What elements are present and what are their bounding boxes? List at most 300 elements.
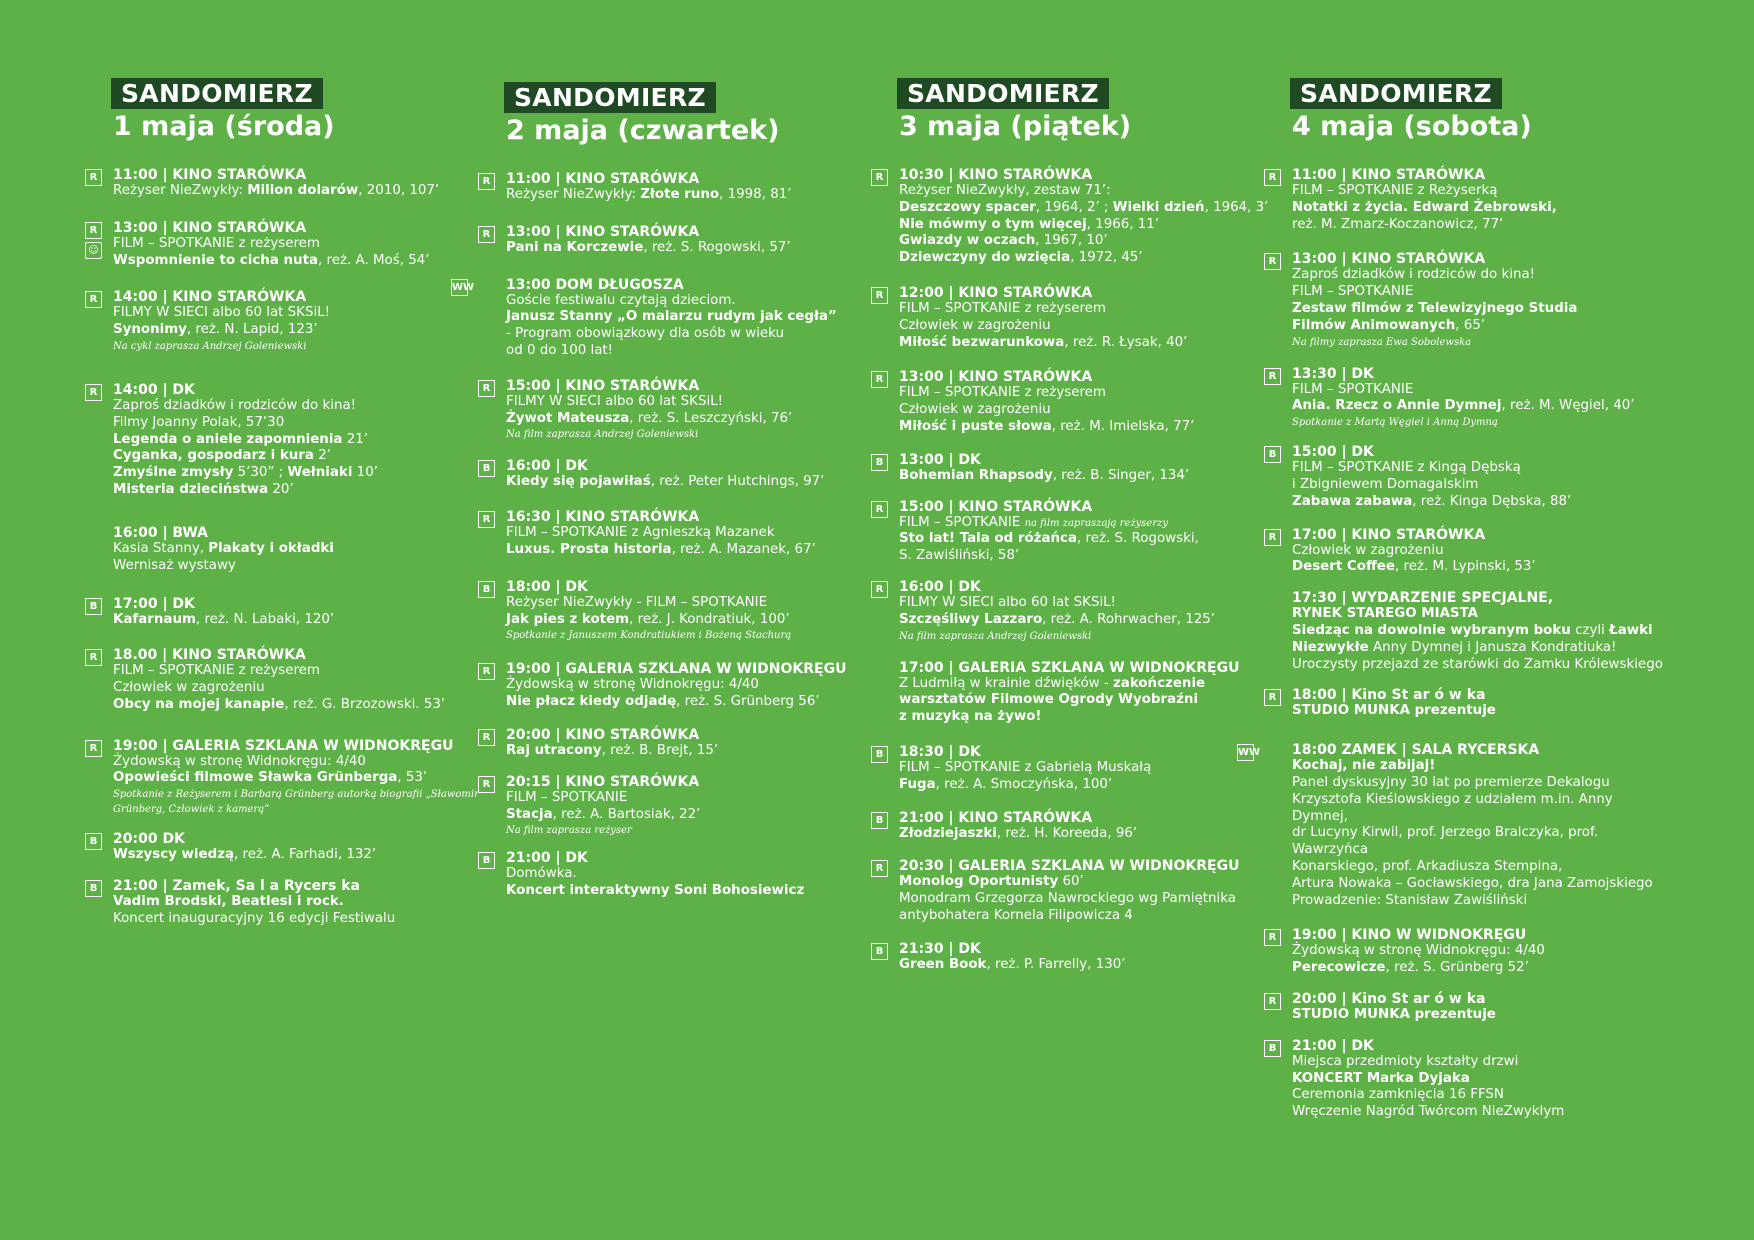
event-text: FILM – SPOTKANIE z Gabrielą Muskałą (899, 759, 1152, 775)
venue-b-icon: B (871, 943, 888, 960)
venue-r-icon: R (85, 291, 102, 308)
film-title: Wszyscy wiedzą (113, 847, 235, 863)
event-item (482, 578, 881, 644)
event-line (1292, 657, 1667, 674)
venue-r-icon: R (85, 740, 102, 757)
film-title: Stacja (506, 806, 553, 822)
day-column-1 (88, 78, 488, 928)
event-time-venue: 14:00 | KINO STARÓWKA (113, 289, 307, 306)
event-line (1292, 606, 1667, 623)
event-text: , reż. G. Brzozowski. 53’ (284, 696, 446, 712)
event-line (506, 187, 881, 204)
venue-r-icon: R (478, 173, 495, 190)
film-title: Dziewczyny do wzięcia (899, 250, 1071, 266)
event-time-venue: 20:15 | KINO STARÓWKA (506, 773, 700, 790)
film-title: Legenda o aniele zapomnienia (113, 431, 343, 447)
venue-ww-icon: WW (451, 279, 468, 296)
event-item (1268, 990, 1667, 1024)
event-item (875, 498, 1274, 565)
film-title: Sto lat! Tala od różańca (899, 531, 1078, 547)
venue-b-icon: B (1264, 1040, 1281, 1057)
event-text: FILMY W SIECI albo 60 lat SKSiL! (506, 393, 723, 409)
film-title: STUDIO MUNKA prezentuje (1292, 703, 1496, 719)
event-time-venue: 20:30 | GALERIA SZKLANA W WIDNOKRĘGU (899, 858, 1240, 875)
event-text: FILM – SPOTKANIE (1292, 284, 1414, 300)
film-title: Żywot Mateusza (506, 410, 630, 426)
event-time-venue: 18.00 | KINO STARÓWKA (113, 647, 306, 664)
event-line (506, 595, 881, 612)
event-time-venue: 15:00 | DK (1292, 444, 1374, 461)
venue-b-icon: B (478, 852, 495, 869)
event-line (1292, 640, 1667, 657)
event-line (1292, 382, 1667, 399)
event-line (899, 709, 1274, 726)
event-line (1292, 893, 1667, 910)
event-item (482, 223, 881, 257)
event-line (1292, 876, 1667, 893)
event-line (113, 847, 488, 864)
event-line (506, 240, 881, 257)
event-item (89, 831, 488, 864)
film-title: Siedząc na dowolnie wybranym boku (1292, 622, 1571, 638)
film-title: STUDIO MUNKA prezentuje (1292, 1006, 1496, 1022)
event-line (899, 874, 1274, 891)
event-text: FILM – SPOTKANIE z reżyserem (113, 235, 320, 251)
venue-r-icon: R (478, 226, 495, 243)
event-time-venue: 13:00 DOM DŁUGOSZA (506, 276, 684, 293)
event-text: Człowiek w zagrożeniu (899, 317, 1051, 333)
event-list (1238, 167, 1667, 1121)
event-list (875, 167, 1274, 974)
film-title: Perecowicze (1292, 960, 1386, 976)
event-time-venue: 16:30 | KINO STARÓWKA (506, 509, 700, 526)
event-line (506, 677, 881, 694)
venue-b-icon: B (85, 833, 102, 850)
event-text: FILM – SPOTKANIE z reżyserem (899, 385, 1106, 401)
venue-r-icon: R (1264, 368, 1281, 385)
event-item (875, 284, 1274, 351)
event-line (506, 394, 881, 411)
city-label: SANDOMIERZ (897, 78, 1109, 109)
event-text: Żydowską w stronę Widnokręgu: 4/40 (1292, 943, 1545, 959)
film-title: Green Book (899, 956, 987, 972)
event-time-venue: 13:00 | KINO STARÓWKA (899, 369, 1093, 386)
event-text: antybohatera Kornela Filipowicza 4 (899, 907, 1133, 923)
venue-b-icon: B (478, 460, 495, 477)
film-title: Obcy na mojej kanapie (113, 696, 285, 712)
event-text: Człowiek w zagrożeniu (113, 679, 265, 695)
event-item (89, 647, 488, 713)
event-line (899, 468, 1274, 485)
event-line (899, 301, 1274, 318)
event-text: , 1998, 81’ (719, 187, 792, 202)
event-time-venue: 16:00 | DK (899, 578, 981, 595)
event-line (899, 760, 1274, 777)
day-date-heading: 2 maja (czwartek) (506, 115, 780, 146)
event-text: Anny Dymnej i Janusza Kondratiuka! (1368, 639, 1617, 655)
event-text: , reż. M. Węgiel, 40’ (1501, 398, 1635, 414)
event-note: Spotkanie z Martą Węgiel i Anną Dymną (1292, 417, 1498, 429)
film-title: Luxus. Prosta historia (506, 541, 672, 557)
event-line (1292, 1054, 1667, 1071)
event-text: i Zbigniewem Domagalskim (1292, 476, 1479, 492)
venue-ww-icon: WW (1237, 744, 1254, 761)
venue-r-icon: R (85, 649, 102, 666)
event-text: Zaproś dziadków i rodziców do kina! (1292, 267, 1536, 283)
film-title: KONCERT Marka Dyjaka (1292, 1070, 1470, 1086)
event-note: Na film zaprasza reżyser (506, 825, 632, 837)
city-label: SANDOMIERZ (111, 78, 323, 109)
event-time-venue: 16:00 | DK (506, 458, 588, 475)
film-title: Nie płacz kiedy odjadę (506, 694, 677, 710)
venue-r-icon: R (478, 663, 495, 680)
film-title: Plakaty i okładki (208, 540, 334, 556)
venue-r-icon: R (871, 581, 888, 598)
film-title: Kiedy się pojawiłaś (506, 474, 651, 490)
event-line (1292, 398, 1667, 415)
event-line (506, 807, 881, 824)
venue-b-icon: B (85, 598, 102, 615)
event-line (899, 548, 1274, 565)
event-text: czyli (1570, 622, 1610, 638)
film-title: Kafarnaum (113, 612, 196, 628)
event-time-venue: 13:30 | DK (1292, 365, 1374, 382)
event-time-venue: 20:00 | Kino St ar ó w ka (1292, 990, 1486, 1007)
event-text: , reż. R. Łysak, 40’ (1064, 334, 1188, 350)
event-text: , 2010, 107’ (358, 183, 440, 198)
event-text: , reż. Peter Hutchings, 97’ (650, 474, 825, 490)
event-item (1268, 927, 1667, 977)
event-text: Artura Nowaka – Gocławskiego, dra Jana Zamojskiego (1292, 875, 1653, 891)
event-item (482, 377, 881, 443)
event-line (1292, 559, 1667, 576)
film-title: Raj utracony (506, 742, 602, 758)
event-time-venue: 13:00 | KINO STARÓWKA (506, 223, 700, 240)
event-time-venue: 18:00 | DK (506, 578, 588, 595)
event-line (899, 385, 1274, 402)
event-item (875, 743, 1274, 794)
film-title: Ania. Rzecz o Annie Dymnej (1292, 398, 1502, 414)
event-line (899, 335, 1274, 352)
event-text: , 65’ (1455, 317, 1486, 333)
event-line (899, 957, 1274, 974)
city-label: SANDOMIERZ (504, 82, 716, 113)
event-text: FILM – SPOTKANIE z Agnieszką Mazanek (506, 525, 775, 541)
event-text: Reżyser NieZwykły, zestaw 71’: (899, 183, 1111, 198)
event-line (1292, 859, 1667, 876)
event-text: Człowiek w zagrożeniu (1292, 542, 1444, 558)
film-title: Vadim Brodski, Beatlesi i rock. (113, 893, 344, 909)
event-text: FILM – SPOTKANIE (506, 789, 628, 805)
event-time-venue: 17:00 | KINO STARÓWKA (1292, 526, 1486, 543)
event-item (482, 171, 881, 204)
event-line (1292, 543, 1667, 560)
event-text: Monodram Grzegorza Nawrockiego wg Pamiętnika (899, 891, 1236, 907)
event-line (113, 697, 488, 714)
film-title: Synonimy (113, 322, 187, 338)
event-text: , reż. P. Farrelly, 130’ (986, 956, 1126, 972)
event-line (899, 515, 1274, 532)
event-line (1292, 284, 1667, 301)
event-note: Na film zaprasza Andrzej Goleniewski (506, 429, 699, 441)
event-line (113, 305, 488, 322)
event-text: , reż. A. Farhadi, 132’ (234, 847, 377, 863)
venue-r-icon: R (871, 287, 888, 304)
venue-b-icon: B (871, 746, 888, 763)
event-time-venue: 16:00 | BWA (113, 524, 208, 541)
event-time-venue: 12:00 | KINO STARÓWKA (899, 284, 1093, 301)
film-title: Złodziejaszki (899, 825, 997, 841)
event-text: , 1964, 3’ (1204, 199, 1269, 215)
event-line (899, 200, 1274, 217)
event-time-venue: 11:00 | KINO STARÓWKA (113, 167, 307, 183)
event-time-venue: 15:00 | KINO STARÓWKA (899, 498, 1093, 515)
event-item (113, 525, 488, 575)
event-line (1292, 943, 1667, 960)
event-text: Panel dyskusyjny 30 lat po premierze Dekalogu (1292, 774, 1610, 790)
event-line (113, 448, 488, 465)
event-text: od 0 do 100 lat! (506, 342, 614, 358)
event-item (482, 773, 881, 839)
event-text: Żydowską w stronę Widnokręgu: 4/40 (113, 753, 366, 769)
event-text: 21’ (342, 431, 369, 447)
venue-r-icon: R (85, 169, 102, 186)
event-item (89, 289, 488, 354)
event-line (506, 343, 881, 360)
event-item (1238, 742, 1667, 909)
event-line (506, 411, 881, 428)
event-text: FILMY W SIECI albo 60 lat SKSiL! (113, 305, 330, 321)
event-time-venue: 19:00 | GALERIA SZKLANA W WIDNOKRĘGU (506, 661, 847, 678)
event-text: FILM – SPOTKANIE (1292, 381, 1414, 397)
event-item (482, 661, 881, 711)
event-text: Koncert inauguracyjny 16 edycji Festiwalu (113, 910, 396, 926)
event-text: Kasia Stanny, (113, 540, 209, 556)
event-text: dr Lucyny Kirwil, prof. Jerzego Bralczyka, prof. Wawrzyńca (1292, 825, 1598, 858)
event-line (506, 474, 881, 491)
event-line (113, 663, 488, 680)
event-text: 10’ (352, 465, 378, 481)
event-line (506, 293, 881, 310)
event-line (899, 233, 1274, 250)
event-text: Wręczenie Nagród Twórcom NieZwykłym (1292, 1104, 1565, 1120)
event-text: FILM – SPOTKANIE (899, 514, 1025, 530)
event-item (875, 578, 1274, 644)
film-title: Ławki (1609, 622, 1653, 638)
event-line (1292, 217, 1667, 234)
event-item (875, 167, 1274, 267)
event-line (113, 680, 488, 697)
film-title: Zestaw filmów z Telewizyjnego Studia (1292, 300, 1578, 316)
event-item (452, 276, 881, 360)
event-line (113, 415, 488, 432)
event-text: , 1966, 11’ (1086, 216, 1160, 232)
film-title: Nie mówmy o tym więcej (899, 216, 1087, 232)
event-text: Miejsca przedmioty kształty drzwi (1292, 1053, 1519, 1069)
event-note: Na cykl zaprasza Andrzej Goleniewski (113, 340, 307, 352)
event-item (1268, 687, 1667, 720)
event-time-venue: 19:00 | GALERIA SZKLANA W WIDNOKRĘGU (113, 737, 454, 754)
event-text: Uroczysty przejazd ze starówki do Zamku Królewskiego (1292, 656, 1663, 672)
event-line (506, 883, 881, 900)
event-text: Wernisaż wystawy (113, 557, 236, 573)
event-list (452, 171, 881, 900)
event-time-venue: 10:30 | KINO STARÓWKA (899, 167, 1093, 183)
event-time-venue: 21:30 | DK (899, 940, 981, 957)
venue-r-icon: R (85, 222, 102, 239)
event-line (113, 432, 488, 449)
event-time-venue: 18:00 | Kino St ar ó w ka (1292, 687, 1486, 704)
event-line (506, 326, 881, 343)
event-text: , reż. S. Rogowski, 57’ (643, 239, 791, 255)
venue-b-icon: B (871, 454, 888, 471)
event-line (506, 866, 881, 883)
venue-r-icon: R (871, 169, 888, 186)
event-text: , reż. M. Lypinski, 53’ (1394, 559, 1536, 575)
day-date-heading: 3 maja (piątek) (899, 111, 1132, 142)
event-item (875, 809, 1274, 843)
event-line (113, 541, 488, 558)
event-line (1292, 960, 1667, 977)
day-column-2 (452, 82, 881, 900)
event-text: , 1972, 45’ (1070, 250, 1143, 266)
event-line (1292, 1104, 1667, 1121)
event-text: , reż. A. Bartosiak, 22’ (552, 806, 701, 822)
event-item (1268, 526, 1667, 577)
event-text: Filmy Joanny Polak, 57’30 (113, 414, 285, 430)
venue-b-icon: B (871, 812, 888, 829)
event-item (1268, 251, 1667, 349)
event-line (1292, 775, 1667, 792)
film-title: Bohemian Rhapsody (899, 467, 1053, 483)
event-line (506, 542, 881, 559)
smile-icon: ☺ (85, 242, 102, 259)
event-text: , reż. A. Smoczyńska, 100’ (935, 776, 1113, 792)
event-text: Reżyser NieZwykły: (506, 187, 641, 202)
event-time-venue: 21:00 | Zamek, Sa l a Rycers ka (113, 877, 360, 894)
event-line (1292, 460, 1667, 477)
event-item (899, 660, 1274, 726)
event-line (506, 309, 881, 326)
event-time-venue: 21:00 | DK (506, 850, 588, 867)
event-text: , reż. A. Rohrwacher, 125’ (1042, 611, 1216, 627)
venue-r-icon: R (1264, 169, 1281, 186)
event-text: Ceremonia zamknięcia 16 FFSN (1292, 1087, 1504, 1103)
event-line (899, 676, 1274, 693)
event-line (1292, 494, 1667, 511)
event-line (899, 692, 1274, 709)
film-title: RYNEK STAREGO MIASTA (1292, 606, 1479, 622)
event-text: - Program obowiązkowy dla osób w wieku (506, 326, 784, 342)
event-line (1292, 477, 1667, 494)
event-text: FILM – SPOTKANIE z Kingą Dębską (1292, 460, 1521, 476)
event-time-venue: 21:00 | KINO STARÓWKA (899, 809, 1093, 826)
film-title: Zmyślne zmysły (113, 465, 234, 481)
event-text: Człowiek w zagrożeniu (899, 402, 1051, 418)
event-time-venue: 19:00 | KINO W WIDNOKRĘGU (1292, 927, 1527, 944)
event-line (899, 402, 1274, 419)
film-title: z muzyką na żywo! (899, 709, 1042, 725)
event-text: , 53’ (397, 770, 428, 786)
event-time-venue: 20:00 | KINO STARÓWKA (506, 726, 700, 743)
event-item (1268, 365, 1667, 431)
venue-b-icon: B (85, 880, 102, 897)
event-text: 60’ (1058, 874, 1084, 890)
film-title: Janusz Stanny „O malarzu rudym jak cegła” (506, 309, 837, 325)
film-title: Milion dolarów (247, 183, 359, 198)
event-line (506, 743, 881, 760)
event-line (113, 911, 488, 928)
event-line (1292, 183, 1667, 200)
event-text: , 1964, 2’ ; (1035, 199, 1113, 215)
event-text: FILMY W SIECI albo 60 lat SKSiL! (899, 594, 1116, 610)
event-text: , reż. A. Moś, 54’ (318, 252, 430, 268)
film-title: Miłość i puste słowa (899, 418, 1052, 434)
venue-r-icon: R (871, 860, 888, 877)
film-title: Monolog Oportunisty (899, 874, 1059, 890)
event-time-venue: 17:30 | WYDARZENIE SPECJALNE, (1292, 590, 1554, 607)
event-line (1292, 758, 1667, 775)
film-title: Zabawa zabawa (1292, 493, 1413, 509)
event-item (875, 940, 1274, 974)
film-title: Desert Coffee (1292, 559, 1395, 575)
event-item (89, 877, 488, 928)
event-item (875, 858, 1274, 924)
event-text: 5’30” ; (233, 465, 288, 481)
event-time-venue: 21:00 | DK (1292, 1037, 1374, 1054)
event-time-venue: 18:00 ZAMEK | SALA RYCERSKA (1292, 742, 1540, 759)
event-item (875, 369, 1274, 435)
event-text: Konarskiego, prof. Arkadiusza Stempina, (1292, 858, 1563, 874)
event-line (1292, 1087, 1667, 1104)
venue-b-icon: B (478, 581, 495, 598)
event-line (113, 754, 488, 771)
film-title: Notatki z życia. Edward Żebrowski, (1292, 199, 1557, 215)
event-item (482, 850, 881, 900)
event-line (1292, 318, 1667, 335)
event-item (88, 219, 488, 270)
venue-r-icon: R (1264, 929, 1281, 946)
event-line (506, 694, 881, 711)
event-text: Żydowską w stronę Widnokręgu: 4/40 (506, 677, 759, 693)
event-time-venue: 17:00 | GALERIA SZKLANA W WIDNOKRĘGU (899, 659, 1240, 676)
venue-r-icon: R (871, 501, 888, 518)
event-text: 20’ (268, 481, 294, 497)
event-text: 2’ (313, 448, 331, 464)
event-text: FILM – SPOTKANIE z reżyserem (899, 300, 1106, 316)
event-item (482, 726, 881, 760)
event-text: , reż. N. Labaki, 120’ (195, 612, 335, 628)
event-note: Na filmy zaprasza Ewa Sobolewska (1292, 336, 1472, 348)
venue-b-icon: B (1264, 446, 1281, 463)
venue-r-icon: R (478, 380, 495, 397)
event-line (113, 253, 488, 270)
event-time-venue: 11:00 | KINO STARÓWKA (506, 171, 700, 187)
event-text: , 1967, 10’ (1035, 233, 1108, 249)
event-time-venue: 13:00 | KINO STARÓWKA (1292, 251, 1486, 268)
venue-r-icon: R (1264, 529, 1281, 546)
venue-r-icon: R (1264, 253, 1281, 270)
event-time-venue: 14:00 | DK (113, 381, 195, 398)
event-item (89, 381, 488, 499)
film-title: Filmów Animowanych (1292, 317, 1456, 333)
event-line (113, 558, 488, 575)
event-line (899, 595, 1274, 612)
film-title: Pani na Korczewie (506, 239, 644, 255)
film-title: Fuga (899, 776, 936, 792)
event-time-venue: 13:00 | DK (899, 451, 981, 468)
event-text: , reż. S. Leszczyński, 76’ (629, 410, 793, 426)
